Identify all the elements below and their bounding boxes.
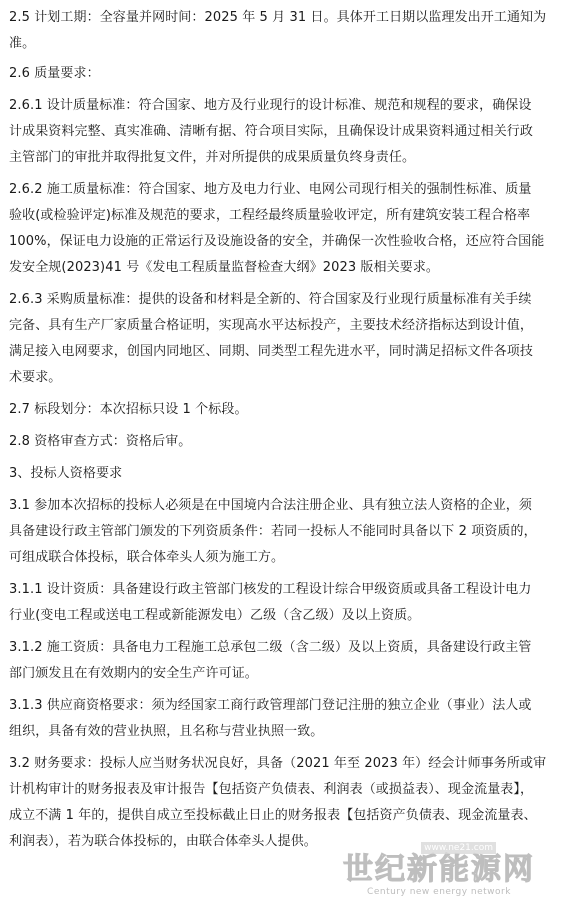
text-line: 2.5 计划工期：全容量并网时间：2025 年 5 月 31 日。具体开工日期以监理发出开工通知为 bbox=[9, 10, 547, 25]
text-line: 主管部门的审批并取得批复文件，并对所提供的成果质量负终身责任。 bbox=[9, 150, 416, 165]
text-line: 利润表），若为联合体投标的，由联合体牵头人提供。 bbox=[9, 834, 317, 849]
paragraph-p6 bbox=[9, 397, 557, 423]
paragraph-p1 bbox=[9, 5, 557, 57]
text-line: 可组成联合体投标，联合体牵头人须为施工方。 bbox=[9, 550, 285, 565]
text-line: 2.6.3 采购质量标准：提供的设备和材料是全新的、符合国家及行业现行质量标准有关手续 bbox=[9, 292, 532, 307]
text-line: 完备、具有生产厂家质量合格证明，实现高水平达标投产，主要技术经济指标达到设计值， bbox=[9, 318, 534, 333]
text-line: 计成果资料完整、真实准确、清晰有据、符合项目实际，且确保设计成果资料通过相关行政 bbox=[9, 124, 534, 139]
text-line: 3.1.2 施工资质：具备电力工程施工总承包二级（含二级）及以上资质，具备建设行政主管 bbox=[9, 640, 532, 655]
text-line: 行业(变电工程或送电工程或新能源发电）乙级（含乙级）及以上资质。 bbox=[9, 608, 421, 623]
text-line: 3.1 参加本次招标的投标人必须是在中国境内合法注册企业、具有独立法人资格的企业，须 bbox=[9, 498, 533, 513]
text-line: 100%，保证电力设施的正常运行及设施设备的安全，并确保一次性验收合格，还应符合国能 bbox=[9, 234, 545, 249]
text-line: 3.1.1 设计资质：具备建设行政主管部门核发的工程设计综合甲级资质或具备工程设计电力 bbox=[9, 582, 532, 597]
paragraph-p8 bbox=[9, 461, 557, 487]
text-line: 组织，具备有效的营业执照，且名称与营业执照一致。 bbox=[9, 724, 324, 739]
paragraph-p11 bbox=[9, 635, 557, 687]
paragraph-p10 bbox=[9, 577, 557, 629]
text-line: 部门颁发且在有效期内的安全生产许可证。 bbox=[9, 666, 258, 681]
paragraph-p5 bbox=[9, 287, 557, 391]
text-line: 术要求。 bbox=[9, 370, 62, 385]
text-line: 满足接入电网要求，创国内同地区、同期、同类型工程先进水平，同时满足招标文件各项技 bbox=[9, 344, 534, 359]
text-line: 验收(或检验评定)标准及规范的要求，工程经最终质量验收评定，所有建筑安装工程合格率 bbox=[9, 208, 531, 223]
paragraph-p4 bbox=[9, 177, 557, 281]
text-line: 2.7 标段划分：本次招标只设 1 个标段。 bbox=[9, 402, 248, 417]
paragraph-p2 bbox=[9, 61, 557, 87]
text-line: 成立不满 1 年的，提供自成立至投标截止日止的财务报表【包括资产负债表、现金流量表、 bbox=[9, 808, 537, 823]
text-line: 3.1.3 供应商资格要求：须为经国家工商行政管理部门登记注册的独立企业（事业）法人或 bbox=[9, 698, 532, 713]
paragraph-p9 bbox=[9, 493, 557, 571]
text-line: 2.6.1 设计质量标准：符合国家、地方及行业现行的设计标准、规范和规程的要求，确保设 bbox=[9, 98, 532, 113]
text-line: 准。 bbox=[9, 36, 36, 51]
paragraph-p7 bbox=[9, 429, 557, 455]
text-line: 发安全规(2023)41 号《发电工程质量监督检查大纲》2023 版相关要求。 bbox=[9, 260, 440, 275]
text-line: 2.6 质量要求： bbox=[9, 66, 100, 81]
watermark-logo bbox=[324, 843, 554, 902]
watermark-title: 世纪新能源网 bbox=[343, 852, 535, 887]
text-line: 2.8 资格审查方式：资格后审。 bbox=[9, 434, 192, 449]
text-line: 2.6.2 施工质量标准：符合国家、地方及电力行业、电网公司现行相关的强制性标准、质量 bbox=[9, 182, 532, 197]
watermark-url: www.ne21.com bbox=[421, 842, 496, 854]
document-body bbox=[9, 5, 557, 855]
paragraph-p13 bbox=[9, 751, 557, 855]
paragraph-p3 bbox=[9, 93, 557, 171]
paragraph-p12 bbox=[9, 693, 557, 745]
watermark-subtitle: Century new energy network bbox=[367, 887, 511, 897]
text-line: 3、投标人资格要求 bbox=[9, 466, 123, 481]
text-line: 具备建设行政主管部门颁发的下列资质条件：若同一投标人不能同时具备以下 2 项资质的， bbox=[9, 524, 537, 539]
text-line: 计机构审计的财务报表及审计报告【包括资产负债表、利润表（或损益表）、现金流量表】， bbox=[9, 782, 534, 797]
text-line: 3.2 财务要求：投标人应当财务状况良好，具备（2021 年至 2023 年）经会计师事务所或审 bbox=[9, 756, 547, 771]
